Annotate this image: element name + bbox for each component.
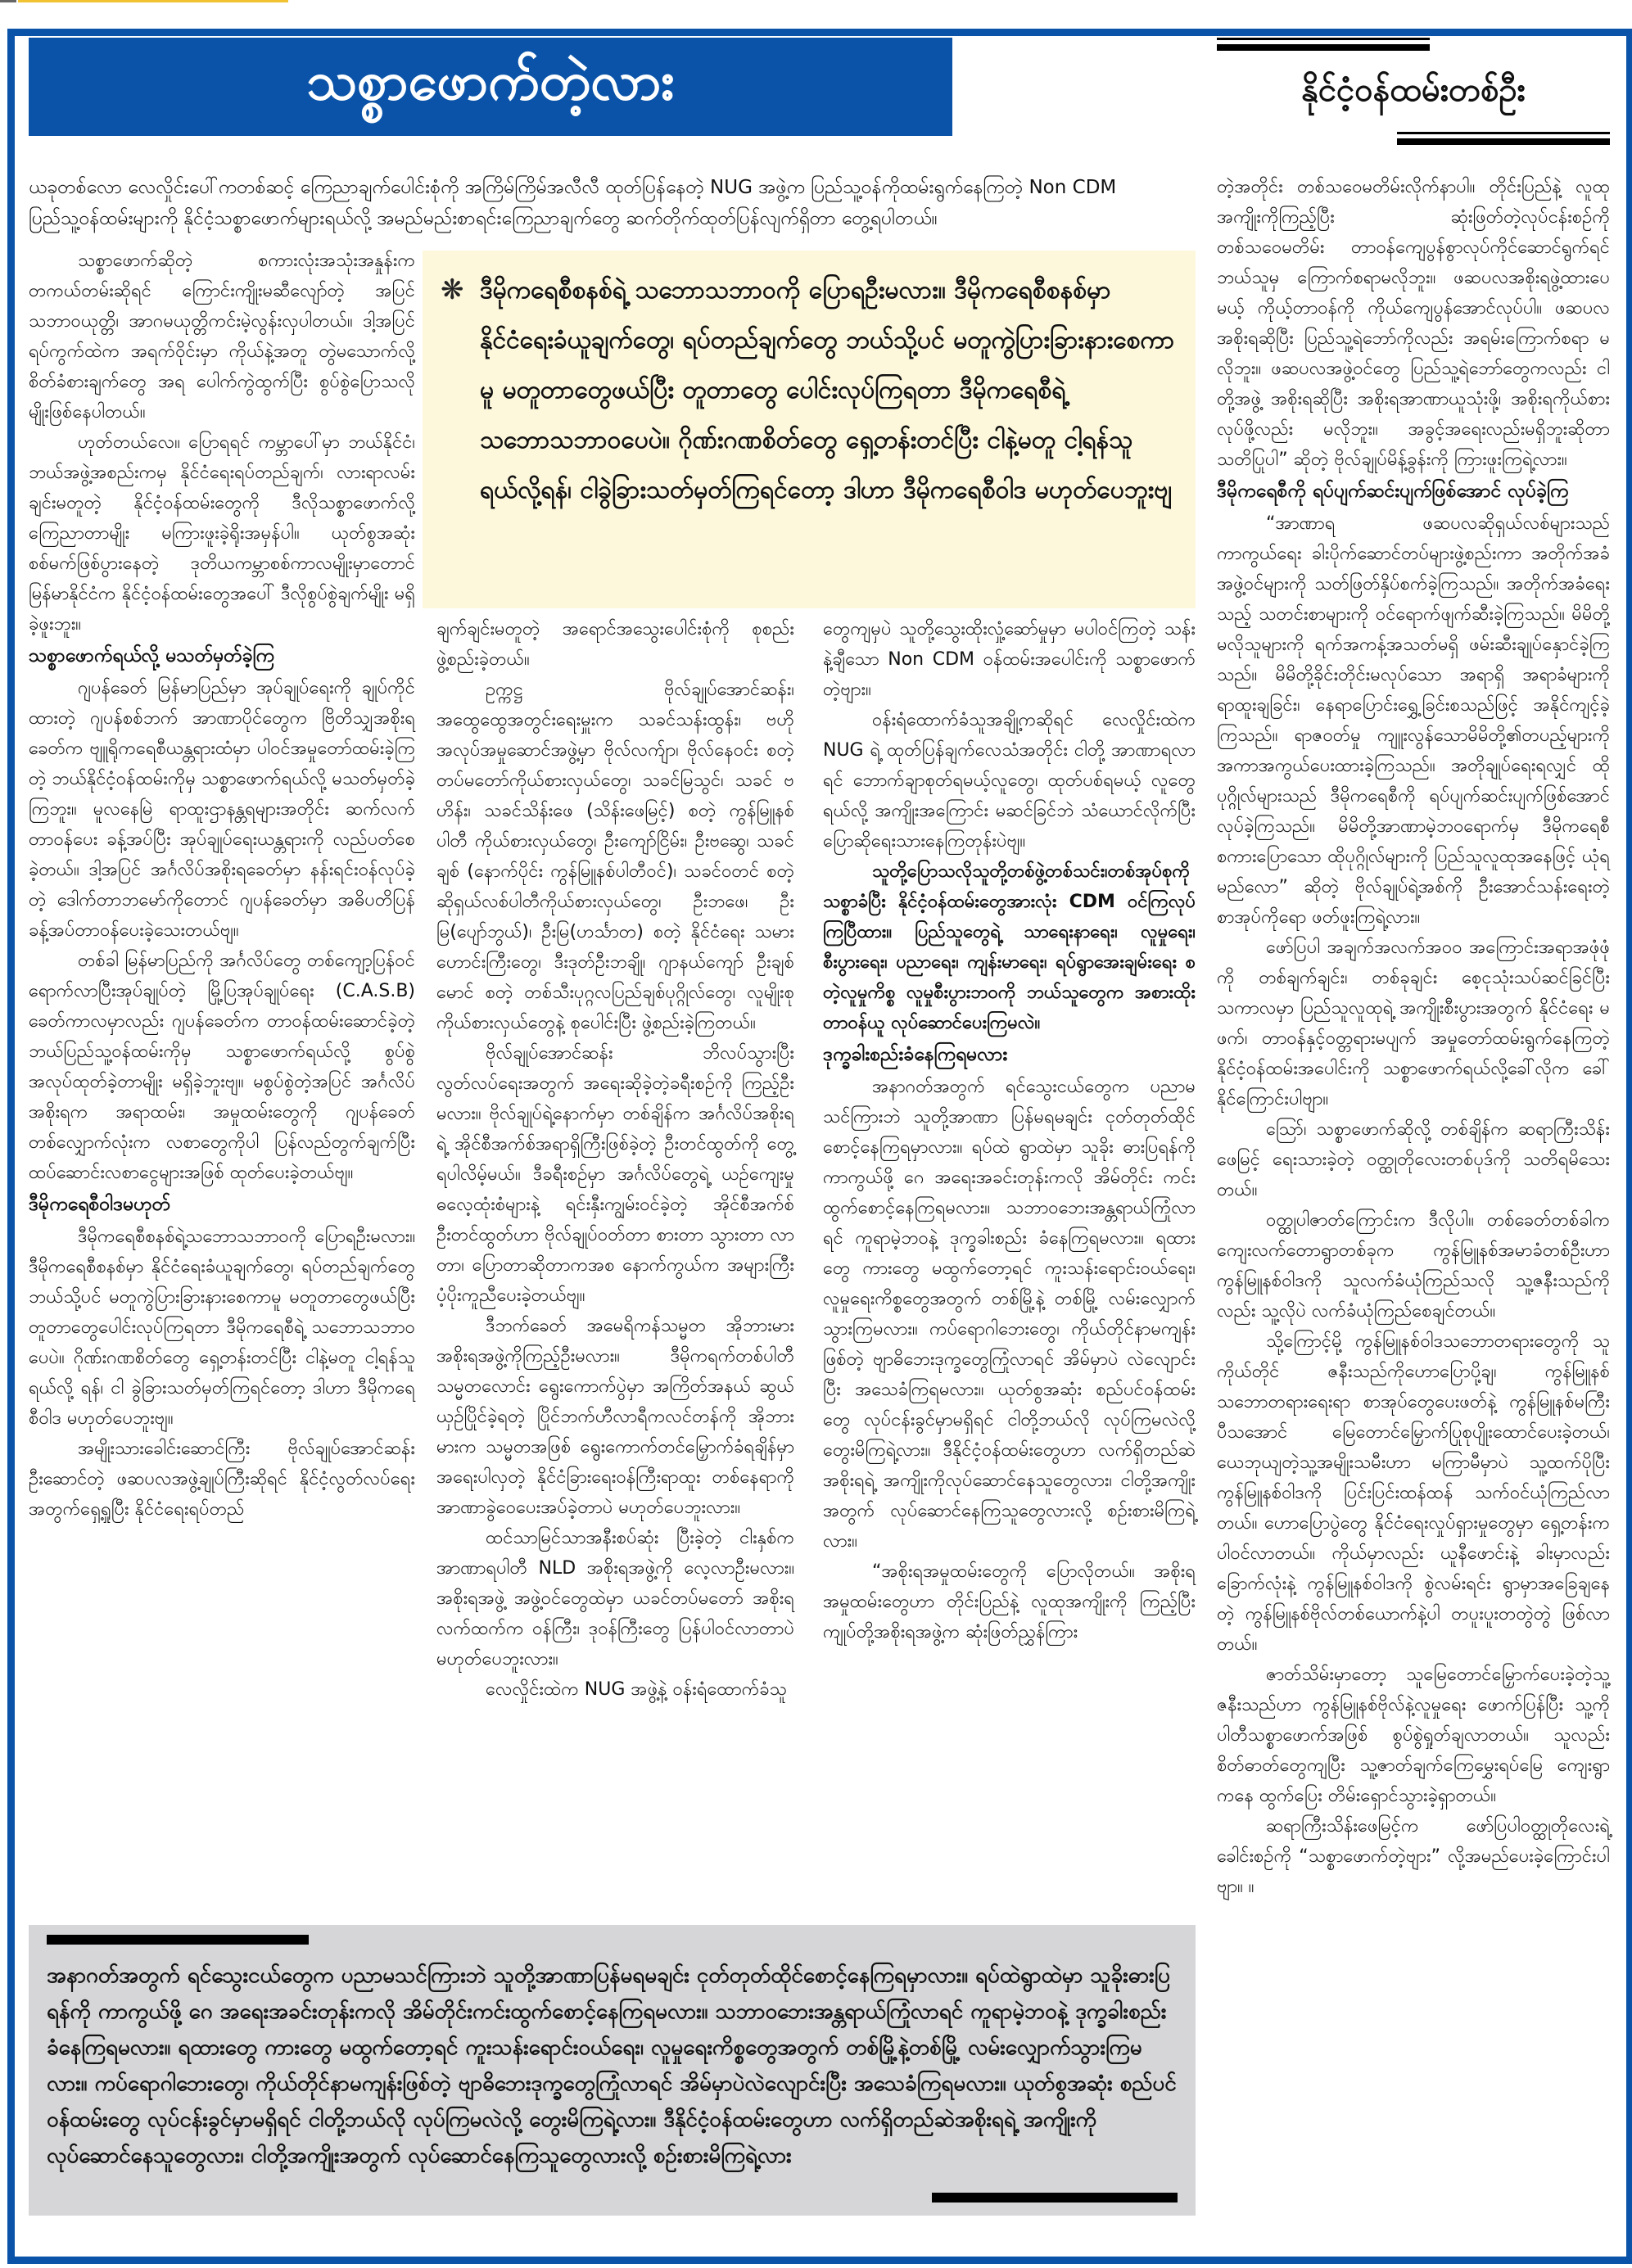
byline-rule-top [1217, 38, 1430, 50]
paragraph: သူတို့ပြောသလိုသူတို့တစ်ဖွဲ့တစ်သင်း၊တစ်အုပ်စုကိုသစ္စာခံပြီး နိုင်ငံ့ဝန်ထမ်းတွေအားလုံး CDM ဝင်ကြလုပ်ကြပြီထား။ ပြည်သူတွေရဲ့ သာရေးနာရေး၊ လူမှုရေး၊ စီးပွားရေး၊ ပညာရေး၊ ကျန်းမာရေး၊ ရပ်ရွာအေးချမ်းရေး စတဲ့လူမှုကိစ္စ လူမှုစီးပွားဘဝကို ဘယ်သူတွေက အစားထိုးတာဝန်ယူ လုပ်ဆောင်ပေးကြမလဲ။ [823, 861, 1196, 1033]
headline-banner [29, 38, 952, 136]
summary-rule-bottom [932, 2193, 1178, 2202]
paragraph: ဒီမိုကရေစီစနစ်ရဲ့သဘောသဘာဝကို ပြောရဦးမလား။ ဒီမိုကရေစီစနစ်မှာ နိုင်ငံရေးခံယူချက်တွေ၊ ရပ်တည်ချက်တွေ ဘယ်သို့ပင် မတူကွဲပြားခြားနားစေကာမူ မတူတာတွေဖယ်ပြီး တူတာတွေပေါင်းလုပ်ကြရတာ ဒီမိုကရေစီရဲ့ သဘောသဘာဝပေပဲ။ ဂိုဏ်းဂဏစိတ်တွေ ရှေ့တန်းတင်ပြီး ငါနဲ့မတူ ငါ့ရန်သူရယ်လို့ ရန်၊ ငါ ခွဲခြားသတ်မှတ်ကြရင်တော့ ဒါဟာ ဒီမိုကရေစီဝါဒ မဟုတ်ပေဘူးဗျ။ [29, 1227, 415, 1429]
paragraph: ဥက္ကဋ္ဌ ဗိုလ်ချုပ်အောင်ဆန်း၊ အထွေထွေအတွင်းရေးမှူးက သခင်သန်းထွန်း၊ ဗဟိုအလုပ်အမှုဆောင်အဖွဲ့မှာ ဗိုလ်လက်ျာ၊ ဗိုလ်နေဝင်း စတဲ့ တပ်မတော်ကိုယ်စားလှယ်တွေ၊ သခင်မြသွင်၊ သခင် ဗဟိန်း၊ သခင်သိန်းဖေ (သိန်းဖေမြင့်) စတဲ့ ကွန်မြူနစ်ပါတီ ကိုယ်စားလှယ်တွေ၊ ဦးကျော်ငြိမ်း၊ ဦးဗဆွေ၊ သခင်ချစ် (နောက်ပိုင်း ကွန်မြူနစ်ပါတီဝင်)၊ သခင်ဝတင် စတဲ့ ဆိုရှယ်လစ်ပါတီကိုယ်စားလှယ်တွေ၊ ဦးဘဖေ၊ ဦးမြ(ပျော်ဘွယ်)၊ ဦးမြ(ဟင်္သာတ) စတဲ့ နိုင်ငံရေး သမားဟောင်းကြီးတွေ၊ ဒီးဒုတ်ဦးဘချို၊ ဂျာနယ်ကျော် ဦးချစ်မောင် စတဲ့ တစ်သီးပုဂ္ဂလပြည်ချစ်ပုဂ္ဂိုလ်တွေ၊ လူမျိုးစုကိုယ်စားလှယ်တွေနဲ့ စုပေါင်းပြီး ဖွဲ့စည်းခဲ့ကြတယ်။ [436, 680, 794, 1033]
pull-quote-box [423, 251, 1196, 608]
subheading: သစ္စာဖောက်ရယ်လို့ မသတ်မှတ်ခဲ့ကြ [29, 645, 274, 666]
intro-paragraph: ယခုတစ်လော လေလှိုင်းပေါ်ကတစ်ဆင့် ကြေညာချက်ပေါင်းစုံကို အကြိမ်ကြိမ်အလီလီ ထုတ်ပြန်နေတဲ့ NUG အဖွဲ့က ပြည်သူ့ဝန်ကိုထမ်းရွက်နေကြတဲ့ Non CDM ပြည်သူ့ဝန်ထမ်းများကို နိုင်ငံ့သစ္စာဖောက်များရယ်လို့ အမည်မည်းစာရင်းကြေညာချက်တွေ ဆက်တိုက်ထုတ်ပြန်လျက်ရှိတာ တွေ့ရပါတယ်။ [29, 177, 1117, 229]
byline [1217, 38, 1610, 144]
subheading: ဒုက္ခခါးစည်းခံနေကြရမလား [823, 1044, 1008, 1065]
paragraph: သစ္စာဖောက်ဆိုတဲ့ စကားလုံးအသုံးအနှုန်းက တကယ်တမ်းဆိုရင် ကြောင်းကျိုးမဆီလျော်တဲ့ အပြင် သဘာဝယုတ္တိ၊ အာဂမယုတ္တိကင်းမဲ့လွန်းလှပါတယ်။ ဒါ့အပြင် ရပ်ကွက်ထဲက အရက်ဝိုင်းမှာ ကိုယ်နဲ့အတူ တွဲမသောက်လို့ စိတ်ခံစားချက်တွေ အရ ပေါက်ကွဲထွက်ပြီး စွပ်စွဲပြောသလိုမျိုးဖြစ်နေပါတယ်။ [29, 251, 415, 422]
column-left [29, 246, 415, 1525]
paragraph: ဆရာကြီးသိန်းဖေမြင့်က ဖော်ပြပါဝတ္ထုတိုလေးရဲ့ခေါင်းစဉ်ကို “သစ္စာဖောက်တဲ့ဗျား” လို့အမည်ပေးခဲ့ကြောင်းပါဗျာ။ ။ [1217, 1816, 1610, 1897]
paragraph: “အစိုးရအမှုထမ်းတွေကို ပြောလိုတယ်။ အစိုးရအမှုထမ်းတွေဟာ တိုင်းပြည်နဲ့ လူထုအကျိုးကို ကြည့်ပြီး ကျုပ်တို့အစိုးရအဖွဲ့က ဆုံးဖြတ်ညွှန်ကြား [823, 1561, 1196, 1642]
paragraph: တစ်ခါ မြန်မာပြည်ကို အင်္ဂလိပ်တွေ တစ်ကျော့ပြန်ဝင်ရောက်လာပြီးအုပ်ချုပ်တဲ့ မြို့ပြအုပ်ချုပ်ရေး (C.A.S.B) ခေတ်ကာလမှာလည်း ဂျပန်ခေတ်က တာဝန်ထမ်းဆောင်ခဲ့တဲ့ ဘယ်ပြည်သူ့ဝန်ထမ်းကိုမှ သစ္စာဖောက်ရယ်လို့ စွပ်စွဲအလုပ်ထုတ်ခဲ့တာမျိုး မရှိခဲ့ဘူးဗျ။ မစွပ်စွဲတဲ့အပြင် အင်္ဂလိပ်အစိုးရက အရာထမ်း၊ အမှုထမ်းတွေကို ဂျပန်ခေတ်တစ်လျှောက်လုံးက လစာတွေကိုပါ ပြန်လည်တွက်ချက်ပြီး ထပ်ဆောင်းလစာငွေများအဖြစ် ထုတ်ပေးခဲ့တယ်ဗျ။ [29, 951, 415, 1183]
top-strip-gray [0, 0, 16, 2]
paragraph: “အာဏာရ ဖဆပလဆိုရှယ်လစ်များသည် ကာကွယ်ရေး ခါးပိုက်ဆောင်တပ်များဖွဲ့စည်းကာ အတိုက်အခံအဖွဲ့ဝင်များကို သတ်ဖြတ်နှိပ်စက်ခဲ့ကြသည်။ အတိုက်အခံရေးသည့် သတင်းစာများကို ဝင်ရောက်ဖျက်ဆီးခဲ့ကြသည်။ မိမိတို့မလိုသူများကို ရက်အကန့်အသတ်မရှိ ဖမ်းဆီးချုပ်နှောင်ခဲ့ကြသည်။ မိမိတို့ခိုင်းတိုင်းမလုပ်သော အရာရှိ အရာခံများကို ရာထူးချခြင်း၊ နေရာပြောင်းရွှေ့ခြင်းစသည်ဖြင့် အနိုင်ကျင့်ခဲ့ကြသည်။ ရာဇဝတ်မှု ကျူးလွန်သောမိမိတို့၏တပည့်များကို အကာအကွယ်ပေးထားခဲ့ကြသည်။ အတိုချုပ်ရေးရလျှင် ထိုပုဂ္ဂိုလ်များသည် ဒီမိုကရေစီကို ရပ်ပျက်ဆင်းပျက်ဖြစ်အောင်လုပ်ခဲ့ကြသည်။ မိမိတို့အာဏာမဲ့ဘဝရောက်မှ ဒီမိုကရေစီစကားပြောသော ထိုပုဂ္ဂိုလ်များကို ပြည်သူလူထုအနေဖြင့် ယုံရမည်လော” ဆိုတဲ့ ဗိုလ်ချုပ်ရဲ့အစ်ကို ဦးအောင်သန်းရေးတဲ့ စာအုပ်ကိုရော ဖတ်ဖူးကြရဲ့လား။ [1217, 513, 1610, 928]
paragraph: အမျိုးသားခေါင်းဆောင်ကြီး ဗိုလ်ချုပ်အောင်ဆန်း ဦးဆောင်တဲ့ ဖဆပလအဖွဲ့ချုပ်ကြီးဆိုရင် နိုင်ငံ့လွတ်လပ်ရေးအတွက်ရှေ့ရှုပြီး နိုင်ငံရေးရပ်တည် [29, 1439, 415, 1520]
subheading: ဒီမိုကရေစီဝါဒမဟုတ် [29, 1194, 171, 1215]
column-middle-a [436, 614, 794, 1705]
headline-title: သစ္စာဖောက်တဲ့လား [306, 52, 675, 112]
paragraph: ဒီဘက်ခေတ် အမေရိကန်သမ္မတ အိုဘားမားအစိုးရအဖွဲ့ကိုကြည့်ဦးမလား။ ဒီမိုကရက်တစ်ပါတီ သမ္မတလောင်း ရွေးကောက်ပွဲမှာ အကြိတ်အနယ် ဆွယ်ယှဉ်ပြိုင်ခဲ့ရတဲ့ ပြိုင်ဘက်ဟီလာရီကလင်တန်ကို အိုဘားမားက သမ္မတအဖြစ် ရွေးကောက်တင်မြှောက်ခံရချိန်မှာ အရေးပါလှတဲ့ နိုင်ငံခြားရေးဝန်ကြီးရာထူး တစ်နေရာကို အာဏာခွဲဝေပေးအပ်ခဲ့တာပဲ မဟုတ်ပေဘူးလား။ [436, 1316, 794, 1518]
paragraph: သို့ကြောင့်မို့ ကွန်မြူနစ်ဝါဒသဘောတရားတွေကို သူကိုယ်တိုင် ဇနီးသည်ကိုဟောပြောပို့ချ၊ ကွန်မြူနစ်သဘောတရားရေးရာ စာအုပ်တွေပေးဖတ်နဲ့ ကွန်မြူနစ်မကြီး ပီသအောင် မြေတောင်မြှောက်ပြုစုပျိုးထောင်ပေးခဲ့တယ်၊ ယေဘုယျတဲ့သူ့အမျိုးသမီးဟာ မကြာမီမှာပဲ သူ့ထက်ပိုပြီး ကွန်မြူနစ်ဝါဒကို ပြင်းပြင်းထန်ထန် သက်ဝင်ယုံကြည်လာတယ်။ ဟောပြောပွဲတွေ နိုင်ငံရေးလှုပ်ရှားမှုတွေမှာ ရှေ့တန်းက ပါဝင်လာတယ်။ ကိုယ်မှာလည်း ယူနီဖောင်းနဲ့ ခါးမှာလည်းခြောက်လုံးနဲ့ ကွန်မြူနစ်ဝါဒကို စွဲလမ်းရင်း ရွာမှာအခြေချနေတဲ့ ကွန်မြူနစ်ဗိုလ်တစ်ယောက်နဲ့ပါ တပူးပူးတတွဲတွဲ ဖြစ်လာတယ်။ [1217, 1331, 1610, 1655]
paragraph: ထင်သာမြင်သာအနီးစပ်ဆုံး ပြီးခဲ့တဲ့ ငါးနှစ်က အာဏာရပါတီ NLD အစိုးရအဖွဲ့ကို လေ့လာဦးမလား။ အစိုးရအဖွဲ့ အဖွဲ့ဝင်တွေထဲမှာ ယခင်တပ်မတော် အစိုးရလက်ထက်က ဝန်ကြီး၊ ဒုဝန်ကြီးတွေ ပြန်ပါဝင်လာတာပဲ မဟုတ်ပေဘူးလား။ [436, 1528, 794, 1669]
paragraph: ချက်ချင်းမတူတဲ့ အရောင်အသွေးပေါင်းစုံကို စုစည်းဖွဲ့စည်းခဲ့တယ်။ [436, 619, 794, 670]
paragraph: တဲ့အတိုင်း တစ်သဝေမတိမ်းလိုက်နာပါ။ တိုင်းပြည်နဲ့ လူထုအကျိုးကိုကြည့်ပြီး ဆုံးဖြတ်တဲ့လုပ်ငန်းစဉ်ကို တစ်သဝေမတိမ်း တာဝန်ကျေပွန်စွာလုပ်ကိုင်ဆောင်ရွက်ရင် ဘယ်သူမှ ကြောက်စရာမလိုဘူး။ ဖဆပလအစိုးရဖွဲ့ထားပေမယ့် ကိုယ့်တာဝန်ကို ကိုယ်ကျေပွန်အောင်လုပ်ပါ။ ဖဆပလအစိုးရဆိုပြီး ပြည်သူ့ရဲဘော်ကိုလည်း အရမ်းကြောက်စရာ မလိုဘူး။ ဖဆပလအဖွဲ့ဝင်တွေ ပြည်သူ့ရဲဘော်တွေကလည်း ငါတို့အဖွဲ့ အစိုးရဆိုပြီး အစိုးရအာဏာယူသုံးဖို့၊ အစိုးရကိုယ်စားလုပ်ဖို့လည်း မလိုဘူး။ အခွင့်အရေးလည်းမရှိဘူးဆိုတာ သတိပြုပါ” ဆိုတဲ့ ဗိုလ်ချုပ်မိန့်ခွန်းကို ကြားဖူးကြရဲ့လား။ [1217, 177, 1610, 470]
paragraph: ဝတ္ထုပါဇာတ်ကြောင်းက ဒီလိုပါ။ တစ်ခေတ်တစ်ခါက ကျေးလက်တောရွာတစ်ခုက ကွန်မြူနစ်အမာခံတစ်ဦးဟာ ကွန်မြူနစ်ဝါဒကို သူလက်ခံယုံကြည်သလို သူ့ဇနီးသည်ကိုလည်း သူ့လိုပဲ လက်ခံယုံကြည်စေချင်တယ်။ [1217, 1210, 1610, 1321]
summary-rule-top [47, 1935, 309, 1945]
pull-quote-text: ဒီမိုကရေစီစနစ်ရဲ့ သဘောသဘာဝကို ပြောရဦးမလား။ ဒီမိုကရေစီစနစ်မှာ နိုင်ငံရေးခံယူချက်တွေ၊ ရပ်တည်ချက်တွေ ဘယ်သို့ပင် မတူကွဲပြားခြားနားစေကာမူ မတူတာတွေဖယ်ပြီး တူတာတွေ ပေါင်းလုပ်ကြရတာ ဒီမိုကရေစီရဲ့ သဘောသဘာဝပေပဲ။ ဂိုဏ်းဂဏစိတ်တွေ ရှေ့တန်းတင်ပြီး ငါနဲ့မတူ ငါ့ရန်သူ ရယ်လို့ရန်၊ ငါခွဲခြားသတ်မှတ်ကြရင်တော့ ဒါဟာ ဒီမိုကရေစီဝါဒ မဟုတ်ပေဘူးဗျ [480, 276, 1175, 504]
summary-text: အနာဂတ်အတွက် ရင်သွေးငယ်တွေက ပညာမသင်ကြားဘဲ သူတို့အာဏာပြန်မရမချင်း ငုတ်တုတ်ထိုင်စောင့်နေကြရမှာလား။ ရပ်ထဲရွာထဲမှာ သူခိုးဓားပြရန်ကို ကာကွယ်ဖို့ ဂေ အရေးအခင်းတုန်းကလို အိမ်တိုင်းကင်းထွက်စောင့်နေကြရမလား။ သဘာဝဘေးအန္တရာယ်ကြုံလာရင် ကူရာမဲ့ဘဝနဲ့ ဒုက္ခခါးစည်းခံနေကြရမလား။ ရထားတွေ ကားတွေ မထွက်တော့ရင် ကူးသန်းရောင်းဝယ်ရေး၊ လူမှုရေးကိစ္စတွေအတွက် တစ်မြို့နဲ့တစ်မြို့ လမ်းလျှောက်သွားကြမလား။ ကပ်ရောဂါဘေးတွေ၊ ကိုယ်တိုင်နာမကျန်းဖြစ်တဲ့ ဗျာဓိဘေးဒုက္ခတွေကြုံလာရင် အိမ်မှာပဲလဲလျောင်းပြီး အသေခံကြရမလား။ ယုတ်စွအဆုံး စည်ပင်ဝန်ထမ်းတွေ လုပ်ငန်းခွင်မှာမရှိရင် ငါတို့ဘယ်လို လုပ်ကြမလဲလို့ တွေးမိကြရဲ့လား။ ဒီနိုင်ငံ့ဝန်ထမ်းတွေဟာ လက်ရှိတည်ဆဲအစိုးရရဲ့ အကျိုးကိုလုပ်ဆောင်နေသူတွေလား၊ ငါတို့အကျိုးအတွက် လုပ်ဆောင်နေကြသူတွေလားလို့ စဉ်းစားမိကြရဲ့လား [47, 1963, 1177, 2168]
paragraph: အနာဂတ်အတွက် ရင်သွေးငယ်တွေက ပညာမသင်ကြားဘဲ သူတို့အာဏာ ပြန်မရမချင်း ငုတ်တုတ်ထိုင်စောင့်နေကြရမှာလား။ ရပ်ထဲ ရွာထဲမှာ သူခိုး ဓားပြရန်ကို ကာကွယ်ဖို့ ဂေ အရေးအခင်းတုန်းကလို အိမ်တိုင်း ကင်းထွက်စောင့်နေကြရမလား။ သဘာဝဘေးအန္တရာယ်ကြုံလာရင် ကူရာမဲ့ဘဝနဲ့ ဒုက္ခခါးစည်း ခံနေကြရမလား။ ရထားတွေ ကားတွေ မထွက်တော့ရင် ကူးသန်းရောင်းဝယ်ရေး၊ လူမှုရေးကိစ္စတွေအတွက် တစ်မြို့နဲ့ တစ်မြို့ လမ်းလျှောက်သွားကြမလား။ ကပ်ရောဂါဘေးတွေ၊ ကိုယ်တိုင်နာမကျန်းဖြစ်တဲ့ ဗျာဓိဘေးဒုက္ခတွေကြုံလာရင် အိမ်မှာပဲ လဲလျောင်းပြီး အသေခံကြရမလား။ ယုတ်စွအဆုံး စည်ပင်ဝန်ထမ်းတွေ လုပ်ငန်းခွင်မှာမရှိရင် ငါတို့ဘယ်လို လုပ်ကြမလဲလို့ တွေးမိကြရဲ့လား။ ဒီနိုင်ငံ့ဝန်ထမ်းတွေဟာ လက်ရှိတည်ဆဲအစိုးရရဲ့ အကျိုးကိုလုပ်ဆောင်နေသူတွေလား၊ ငါတို့အကျိုးအတွက် လုပ်ဆောင်နေကြသူတွေလားလို့ စဉ်းစားမိကြရဲ့လား။ [823, 1077, 1196, 1552]
paragraph: ဇာတ်သိမ်းမှာတော့ သူမြေတောင်မြှောက်ပေးခဲ့တဲ့သူ့ဇနီးသည်ဟာ ကွန်မြူနစ်ဗိုလ်နဲ့လူမှုရေး ဖောက်ပြန်ပြီး သူ့ကိုပါတီသစ္စာဖောက်အဖြစ် စွပ်စွဲရှုတ်ချလာတယ်။ သူလည်းစိတ်ဓာတ်တွေကျပြီး သူ့ဇာတ်ချက်ကြေမွှေးရပ်မြေ ကျေးရွာကနေ ထွက်ပြေး တိမ်းရှောင်သွားခဲ့ရှာတယ်။ [1217, 1665, 1610, 1806]
top-strip-yellow [18, 0, 288, 2]
column-middle-b [823, 614, 1196, 1647]
byline-rule-bottom [1397, 132, 1610, 144]
summary-box [29, 1925, 1196, 2216]
paragraph: ဪ၊ သစ္စာဖောက်ဆိုလို့ တစ်ချိန်က ဆရာကြီးသိန်းဖေမြင့် ရေးသားခဲ့တဲ့ ဝတ္ထုတိုလေးတစ်ပုဒ်ကို သတိရမိသေးတယ်။ [1217, 1119, 1610, 1200]
column-right [1217, 172, 1610, 1902]
paragraph: လေလှိုင်းထဲက NUG အဖွဲ့နဲ့ ဝန်းရံထောက်ခံသူ [486, 1679, 787, 1700]
subheading: ဒီမိုကရေစီကို ရပ်ပျက်ဆင်းပျက်ဖြစ်အောင် လုပ်ခဲ့ကြ [1217, 481, 1569, 502]
byline-author: နိုင်ငံ့ဝန်ထမ်းတစ်ဦး [1301, 71, 1526, 109]
paragraph: ဗိုလ်ချုပ်အောင်ဆန်း ဘိလပ်သွားပြီး လွတ်လပ်ရေးအတွက် အရေးဆိုခဲ့တဲ့ခရီးစဉ်ကို ကြည့်ဦးမလား။ ဗိုလ်ချုပ်ရဲ့နောက်မှာ တစ်ချိန်က အင်္ဂလိပ်အစိုးရရဲ့ အိုင်စီအက်စ်အရာရှိကြီးဖြစ်ခဲ့တဲ့ ဦးတင်ထွတ်ကို တွေ့ရပါလိမ့်မယ်။ ဒီခရီးစဉ်မှာ အင်္ဂလိပ်တွေရဲ့ ယဉ်ကျေးမှုဓလေ့ထုံးစံများနဲ့ ရင်းနှီးကျွမ်းဝင်ခဲ့တဲ့ အိုင်စီအက်စ် ဦးတင်ထွတ်ဟာ ဗိုလ်ချုပ်ဝတ်တာ စားတာ သွားတာ လာတာ၊ ပြောတာဆိုတာကအစ နောက်ကွယ်က အများကြီး ပံ့ပိုးကူညီပေးခဲ့တယ်ဗျ။ [436, 1043, 794, 1306]
paragraph: တွေကျမှပဲ သူတို့သွေးထိုးလှုံ့ဆော်မှုမှာ မပါဝင်ကြတဲ့ သန်းနဲ့ချီသော Non CDM ဝန်ထမ်းအပေါင်းကို သစ္စာဖောက်တဲ့ဗျား။ [823, 619, 1196, 700]
paragraph: ဝန်းရံထောက်ခံသူအချို့ကဆိုရင် လေလှိုင်းထဲက NUG ရဲ့ ထုတ်ပြန်ချက်လေသံအတိုင်း ငါတို့ အာဏာရလာရင် ဘောက်ချာစုတ်ရမယ့်လူတွေ၊ ထုတ်ပစ်ရမယ့် လူတွေရယ်လို့ အကျိုးအကြောင်း မဆင်ခြင်ဘဲ သံယောင်လိုက်ပြီး ပြောဆိုရေးသားနေကြတုန်းပဲဗျ။ [823, 710, 1196, 852]
asterisk-icon: ❋ [441, 273, 464, 306]
paragraph: ဂျပန်ခေတ် မြန်မာပြည်မှာ အုပ်ချုပ်ရေးကို ချုပ်ကိုင်ထားတဲ့ ဂျပန်စစ်ဘက် အာဏာပိုင်တွေက ဗြိတိသျှအစိုးရခေတ်က ဗျူရိုကရေစီယန္တရားထံမှာ ပါဝင်အမှုတော်ထမ်းခဲ့ကြတဲ့ ဘယ်နိုင်ငံ့ဝန်ထမ်းကိုမှ သစ္စာဖောက်ရယ်လို့ မသတ်မှတ်ခဲ့ကြဘူး။ မူလနေမြဲ ရာထူးဌာနန္တရများအတိုင်း ဆက်လက်တာဝန်ပေး ခန့်အပ်ပြီး အုပ်ချုပ်ရေးယန္တရားကို လည်ပတ်စေခဲ့တယ်။ ဒါ့အပြင် အင်္ဂလိပ်အစိုးရခေတ်မှာ နန်းရင်းဝန်လုပ်ခဲ့တဲ့ ဒေါက်တာဘမော်ကိုတောင် ဂျပန်ခေတ်မှာ အဓိပတိပြန်ခန့်အပ်တာဝန်ပေးခဲ့သေးတယ်ဗျ။ [29, 678, 415, 941]
paragraph: ဟုတ်တယ်လေ။ ပြောရရင် ကမ္ဘာပေါ်မှာ ဘယ်နိုင်ငံ၊ ဘယ်အဖွဲ့အစည်းကမှ နိုင်ငံရေးရပ်တည်ချက်၊ လားရာလမ်းချင်းမတူတဲ့ နိုင်ငံ့ဝန်ထမ်းတွေကို ဒီလိုသစ္စာဖောက်လို့ ကြေညာတာမျိုး မကြားဖူးခဲ့ရိုးအမှန်ပါ။ ယုတ်စွအဆုံး စစ်မက်ဖြစ်ပွားနေတဲ့ ဒုတိယကမ္ဘာစစ်ကာလမျိုးမှာတောင် မြန်မာနိုင်ငံက နိုင်ငံ့ဝန်ထမ်းတွေအပေါ် ဒီလိုစွပ်စွဲချက်မျိုး မရှိခဲ့ဖူးဘူး။ [29, 432, 415, 635]
paragraph: ဖော်ပြပါ အချက်အလက်အဝဝ အကြောင်းအရာအဖုံဖုံကို တစ်ချက်ချင်း၊ တစ်ခုချင်း စေ့ငုသုံးသပ်ဆင်ခြင်ပြီးသကာလမှာ ပြည်သူလူထုရဲ့ အကျိုးစီးပွားအတွက် နိုင်ငံရေး မဖက်၊ တာဝန်နှင့်ဝတ္တရားမပျက် အမှုတော်ထမ်းရွက်နေကြတဲ့ နိုင်ငံ့ဝန်ထမ်းအပေါင်းကို သစ္စာဖောက်ရယ်လို့ခေါ်လိုက ခေါ်နိုင်ကြောင်းပါဗျာ။ [1217, 937, 1610, 1109]
